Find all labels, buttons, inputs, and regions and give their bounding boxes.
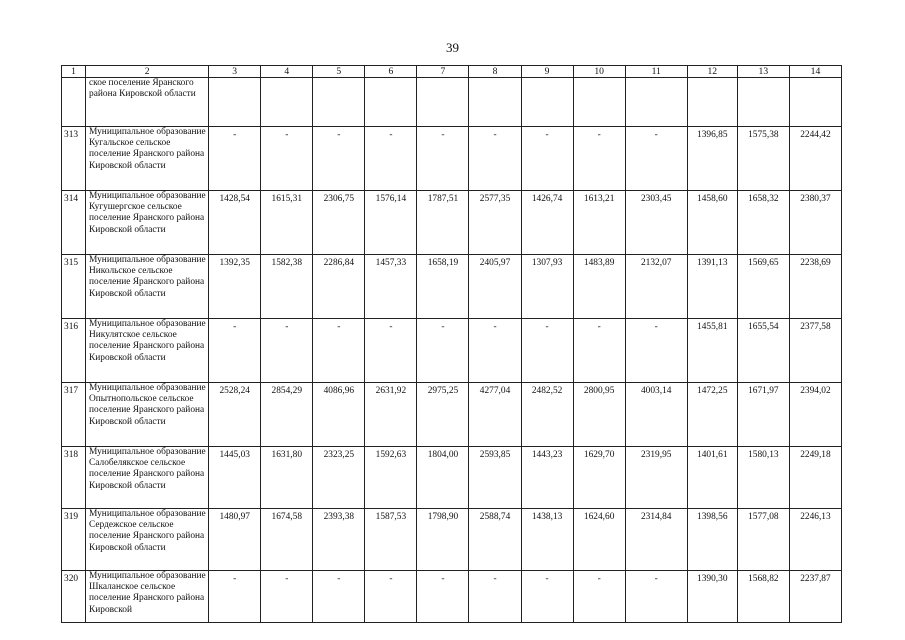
value-cell: -: [209, 571, 261, 623]
value-cell: 2975,25: [417, 383, 469, 447]
table-row: [62, 191, 842, 255]
value-cell: 1391,13: [687, 255, 737, 319]
value-cell: -: [417, 571, 469, 623]
value-cell: 1458,60: [687, 191, 737, 255]
value-cell: 4086,96: [313, 383, 365, 447]
value-cell: [737, 78, 789, 127]
column-header: 8: [469, 66, 521, 78]
column-header: 3: [209, 66, 261, 78]
value-cell: 1438,13: [521, 509, 573, 571]
municipality-name: Муниципальное образование Салобелякское сельское поселение Яранского района Кировской области: [86, 447, 209, 509]
value-cell: [789, 78, 841, 127]
value-cell: -: [209, 319, 261, 383]
row-number: [62, 78, 86, 127]
value-cell: 2377,58: [789, 319, 841, 383]
value-cell: -: [469, 571, 521, 623]
value-cell: -: [521, 127, 573, 191]
column-header: 13: [737, 66, 789, 78]
value-cell: 1592,63: [365, 447, 417, 509]
value-cell: 2854,29: [261, 383, 313, 447]
column-header: 2: [86, 66, 209, 78]
value-cell: [625, 78, 687, 127]
value-cell: 2482,52: [521, 383, 573, 447]
value-cell: 1445,03: [209, 447, 261, 509]
value-cell: -: [365, 319, 417, 383]
value-cell: -: [313, 571, 365, 623]
value-cell: -: [521, 571, 573, 623]
row-number: 318: [62, 447, 86, 509]
value-cell: 2319,95: [625, 447, 687, 509]
value-cell: 2244,42: [789, 127, 841, 191]
value-cell: -: [209, 127, 261, 191]
value-cell: 1575,38: [737, 127, 789, 191]
value-cell: 1655,54: [737, 319, 789, 383]
value-cell: -: [521, 319, 573, 383]
value-cell: 1804,00: [417, 447, 469, 509]
header-row: [62, 66, 842, 78]
value-cell: 2528,24: [209, 383, 261, 447]
value-cell: -: [625, 319, 687, 383]
value-cell: 1568,82: [737, 571, 789, 623]
value-cell: 1798,90: [417, 509, 469, 571]
value-cell: 2132,07: [625, 255, 687, 319]
value-cell: 1658,19: [417, 255, 469, 319]
value-cell: [261, 78, 313, 127]
value-cell: [687, 78, 737, 127]
value-cell: 2577,35: [469, 191, 521, 255]
row-number: 313: [62, 127, 86, 191]
value-cell: 2306,75: [313, 191, 365, 255]
value-cell: 1443,23: [521, 447, 573, 509]
value-cell: 1580,13: [737, 447, 789, 509]
municipality-name: ское поселение Яранского района Кировской области: [86, 78, 209, 127]
value-cell: 2249,18: [789, 447, 841, 509]
value-cell: 2405,97: [469, 255, 521, 319]
row-number: 317: [62, 383, 86, 447]
value-cell: 2394,02: [789, 383, 841, 447]
value-cell: 1455,81: [687, 319, 737, 383]
column-header: 5: [313, 66, 365, 78]
value-cell: -: [417, 127, 469, 191]
row-number: 320: [62, 571, 86, 623]
value-cell: 1624,60: [573, 509, 625, 571]
value-cell: [469, 78, 521, 127]
table-row: [62, 78, 842, 127]
value-cell: 1582,38: [261, 255, 313, 319]
value-cell: 1577,08: [737, 509, 789, 571]
value-cell: 2588,74: [469, 509, 521, 571]
value-cell: 2380,37: [789, 191, 841, 255]
value-cell: 1392,35: [209, 255, 261, 319]
municipality-name: Муниципальное образование Никольское сельское поселение Яранского района Кировской области: [86, 255, 209, 319]
table-row: [62, 127, 842, 191]
value-cell: -: [313, 127, 365, 191]
column-header: 1: [62, 66, 86, 78]
value-cell: -: [573, 319, 625, 383]
value-cell: 1576,14: [365, 191, 417, 255]
table-row: [62, 509, 842, 571]
value-cell: [573, 78, 625, 127]
value-cell: 1658,32: [737, 191, 789, 255]
value-cell: -: [625, 571, 687, 623]
value-cell: 1398,56: [687, 509, 737, 571]
value-cell: 4277,04: [469, 383, 521, 447]
column-header: 7: [417, 66, 469, 78]
column-header: 12: [687, 66, 737, 78]
value-cell: 1569,65: [737, 255, 789, 319]
value-cell: [313, 78, 365, 127]
row-number: 314: [62, 191, 86, 255]
table-row: [62, 255, 842, 319]
value-cell: 2593,85: [469, 447, 521, 509]
value-cell: -: [469, 319, 521, 383]
data-table: [61, 65, 842, 623]
column-header: 14: [789, 66, 841, 78]
value-cell: -: [417, 319, 469, 383]
value-cell: 1671,97: [737, 383, 789, 447]
value-cell: -: [573, 127, 625, 191]
row-number: 315: [62, 255, 86, 319]
value-cell: -: [365, 127, 417, 191]
value-cell: 1472,25: [687, 383, 737, 447]
value-cell: 2323,25: [313, 447, 365, 509]
value-cell: [365, 78, 417, 127]
value-cell: 1787,51: [417, 191, 469, 255]
table-row: [62, 571, 842, 623]
value-cell: 2246,13: [789, 509, 841, 571]
table-row: [62, 447, 842, 509]
column-header: 9: [521, 66, 573, 78]
value-cell: 2303,45: [625, 191, 687, 255]
column-header: 6: [365, 66, 417, 78]
value-cell: 1396,85: [687, 127, 737, 191]
column-header: 4: [261, 66, 313, 78]
value-cell: 1613,21: [573, 191, 625, 255]
value-cell: 2286,84: [313, 255, 365, 319]
value-cell: 1457,33: [365, 255, 417, 319]
value-cell: 2800,95: [573, 383, 625, 447]
value-cell: 2393,38: [313, 509, 365, 571]
row-number: 316: [62, 319, 86, 383]
value-cell: -: [261, 127, 313, 191]
value-cell: 1401,61: [687, 447, 737, 509]
value-cell: -: [573, 571, 625, 623]
column-header: 10: [573, 66, 625, 78]
value-cell: 2237,87: [789, 571, 841, 623]
value-cell: 1480,97: [209, 509, 261, 571]
column-header: 11: [625, 66, 687, 78]
value-cell: 2238,69: [789, 255, 841, 319]
value-cell: 2631,92: [365, 383, 417, 447]
value-cell: -: [261, 319, 313, 383]
value-cell: 1428,54: [209, 191, 261, 255]
row-number: 319: [62, 509, 86, 571]
value-cell: 2314,84: [625, 509, 687, 571]
value-cell: 1587,53: [365, 509, 417, 571]
value-cell: -: [261, 571, 313, 623]
value-cell: 4003,14: [625, 383, 687, 447]
value-cell: 1631,80: [261, 447, 313, 509]
value-cell: -: [313, 319, 365, 383]
value-cell: -: [625, 127, 687, 191]
page-number: 39: [446, 40, 459, 55]
value-cell: [417, 78, 469, 127]
value-cell: 1307,93: [521, 255, 573, 319]
municipality-name: Муниципальное образование Кугушергское сельское поселение Яранского района Кировской области: [86, 191, 209, 255]
municipality-name: Муниципальное образование Кугальское сельское поселение Яранского района Кировской области: [86, 127, 209, 191]
value-cell: [521, 78, 573, 127]
value-cell: 1629,70: [573, 447, 625, 509]
value-cell: -: [469, 127, 521, 191]
value-cell: 1483,89: [573, 255, 625, 319]
municipality-name: Муниципальное образование Никулятское сельское поселение Яранского района Кировской области: [86, 319, 209, 383]
table-row: [62, 319, 842, 383]
municipality-name: Муниципальное образование Шкаланское сельское поселение Яранского района Кировской: [86, 571, 209, 623]
value-cell: 1426,74: [521, 191, 573, 255]
municipality-name: Муниципальное образование Опытнопольское сельское поселение Яранского района Кировской области: [86, 383, 209, 447]
value-cell: -: [365, 571, 417, 623]
value-cell: 1615,31: [261, 191, 313, 255]
table-row: [62, 383, 842, 447]
value-cell: 1674,58: [261, 509, 313, 571]
value-cell: 1390,30: [687, 571, 737, 623]
municipality-name: Муниципальное образование Сердежское сельское поселение Яранского района Кировской области: [86, 509, 209, 571]
value-cell: [209, 78, 261, 127]
